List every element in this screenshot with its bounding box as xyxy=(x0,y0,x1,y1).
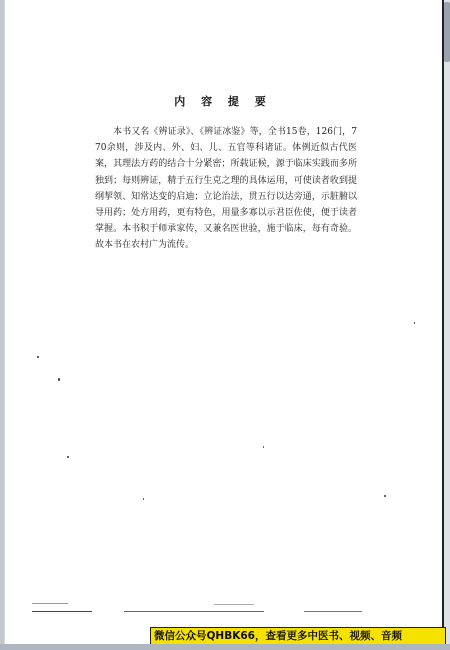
scan-line xyxy=(304,611,362,612)
scan-speck xyxy=(67,456,69,458)
document-page xyxy=(4,0,444,644)
scan-speck xyxy=(384,495,386,497)
summary-paragraph: 本书又名《辨证录》、《辨证冰鉴》等，全书15卷，126门，770余则，涉及内、外、妇、儿、五官等科诸证。体例近似古代医案，其理法方药的结合十分紧密；所载证候，源于临床实践而多所独到；每则辨证，精于五行生克之理的具体运用，可使读者收到提纲挈领、知常达变的启迪；立论治法，贯五行以达旁通，示脏腑以导用药；处方用药，更有特色，用量多寡以示君臣佐使，便于读者掌握。本书积于师承家传，又兼名医世验，施于临床，每有奇验。故本书在农村广为流传。 xyxy=(95,127,357,251)
scan-speck xyxy=(58,378,60,381)
page-title: 内 容 提 要 xyxy=(174,95,272,108)
taskbar-strip xyxy=(0,644,450,650)
scan-speck xyxy=(37,356,39,358)
scrollbar-thumb[interactable] xyxy=(444,2,450,62)
scan-line xyxy=(32,603,68,604)
scan-line xyxy=(32,611,92,612)
scan-speck xyxy=(414,322,415,324)
scan-line xyxy=(214,604,254,605)
vertical-scrollbar[interactable] xyxy=(444,0,450,650)
watermark-banner: 微信公众号QHBK66，查看更多中医书、视频、音频 xyxy=(150,627,446,646)
scan-speck xyxy=(263,446,264,448)
scan-speck xyxy=(143,498,144,500)
scan-line xyxy=(124,611,264,612)
